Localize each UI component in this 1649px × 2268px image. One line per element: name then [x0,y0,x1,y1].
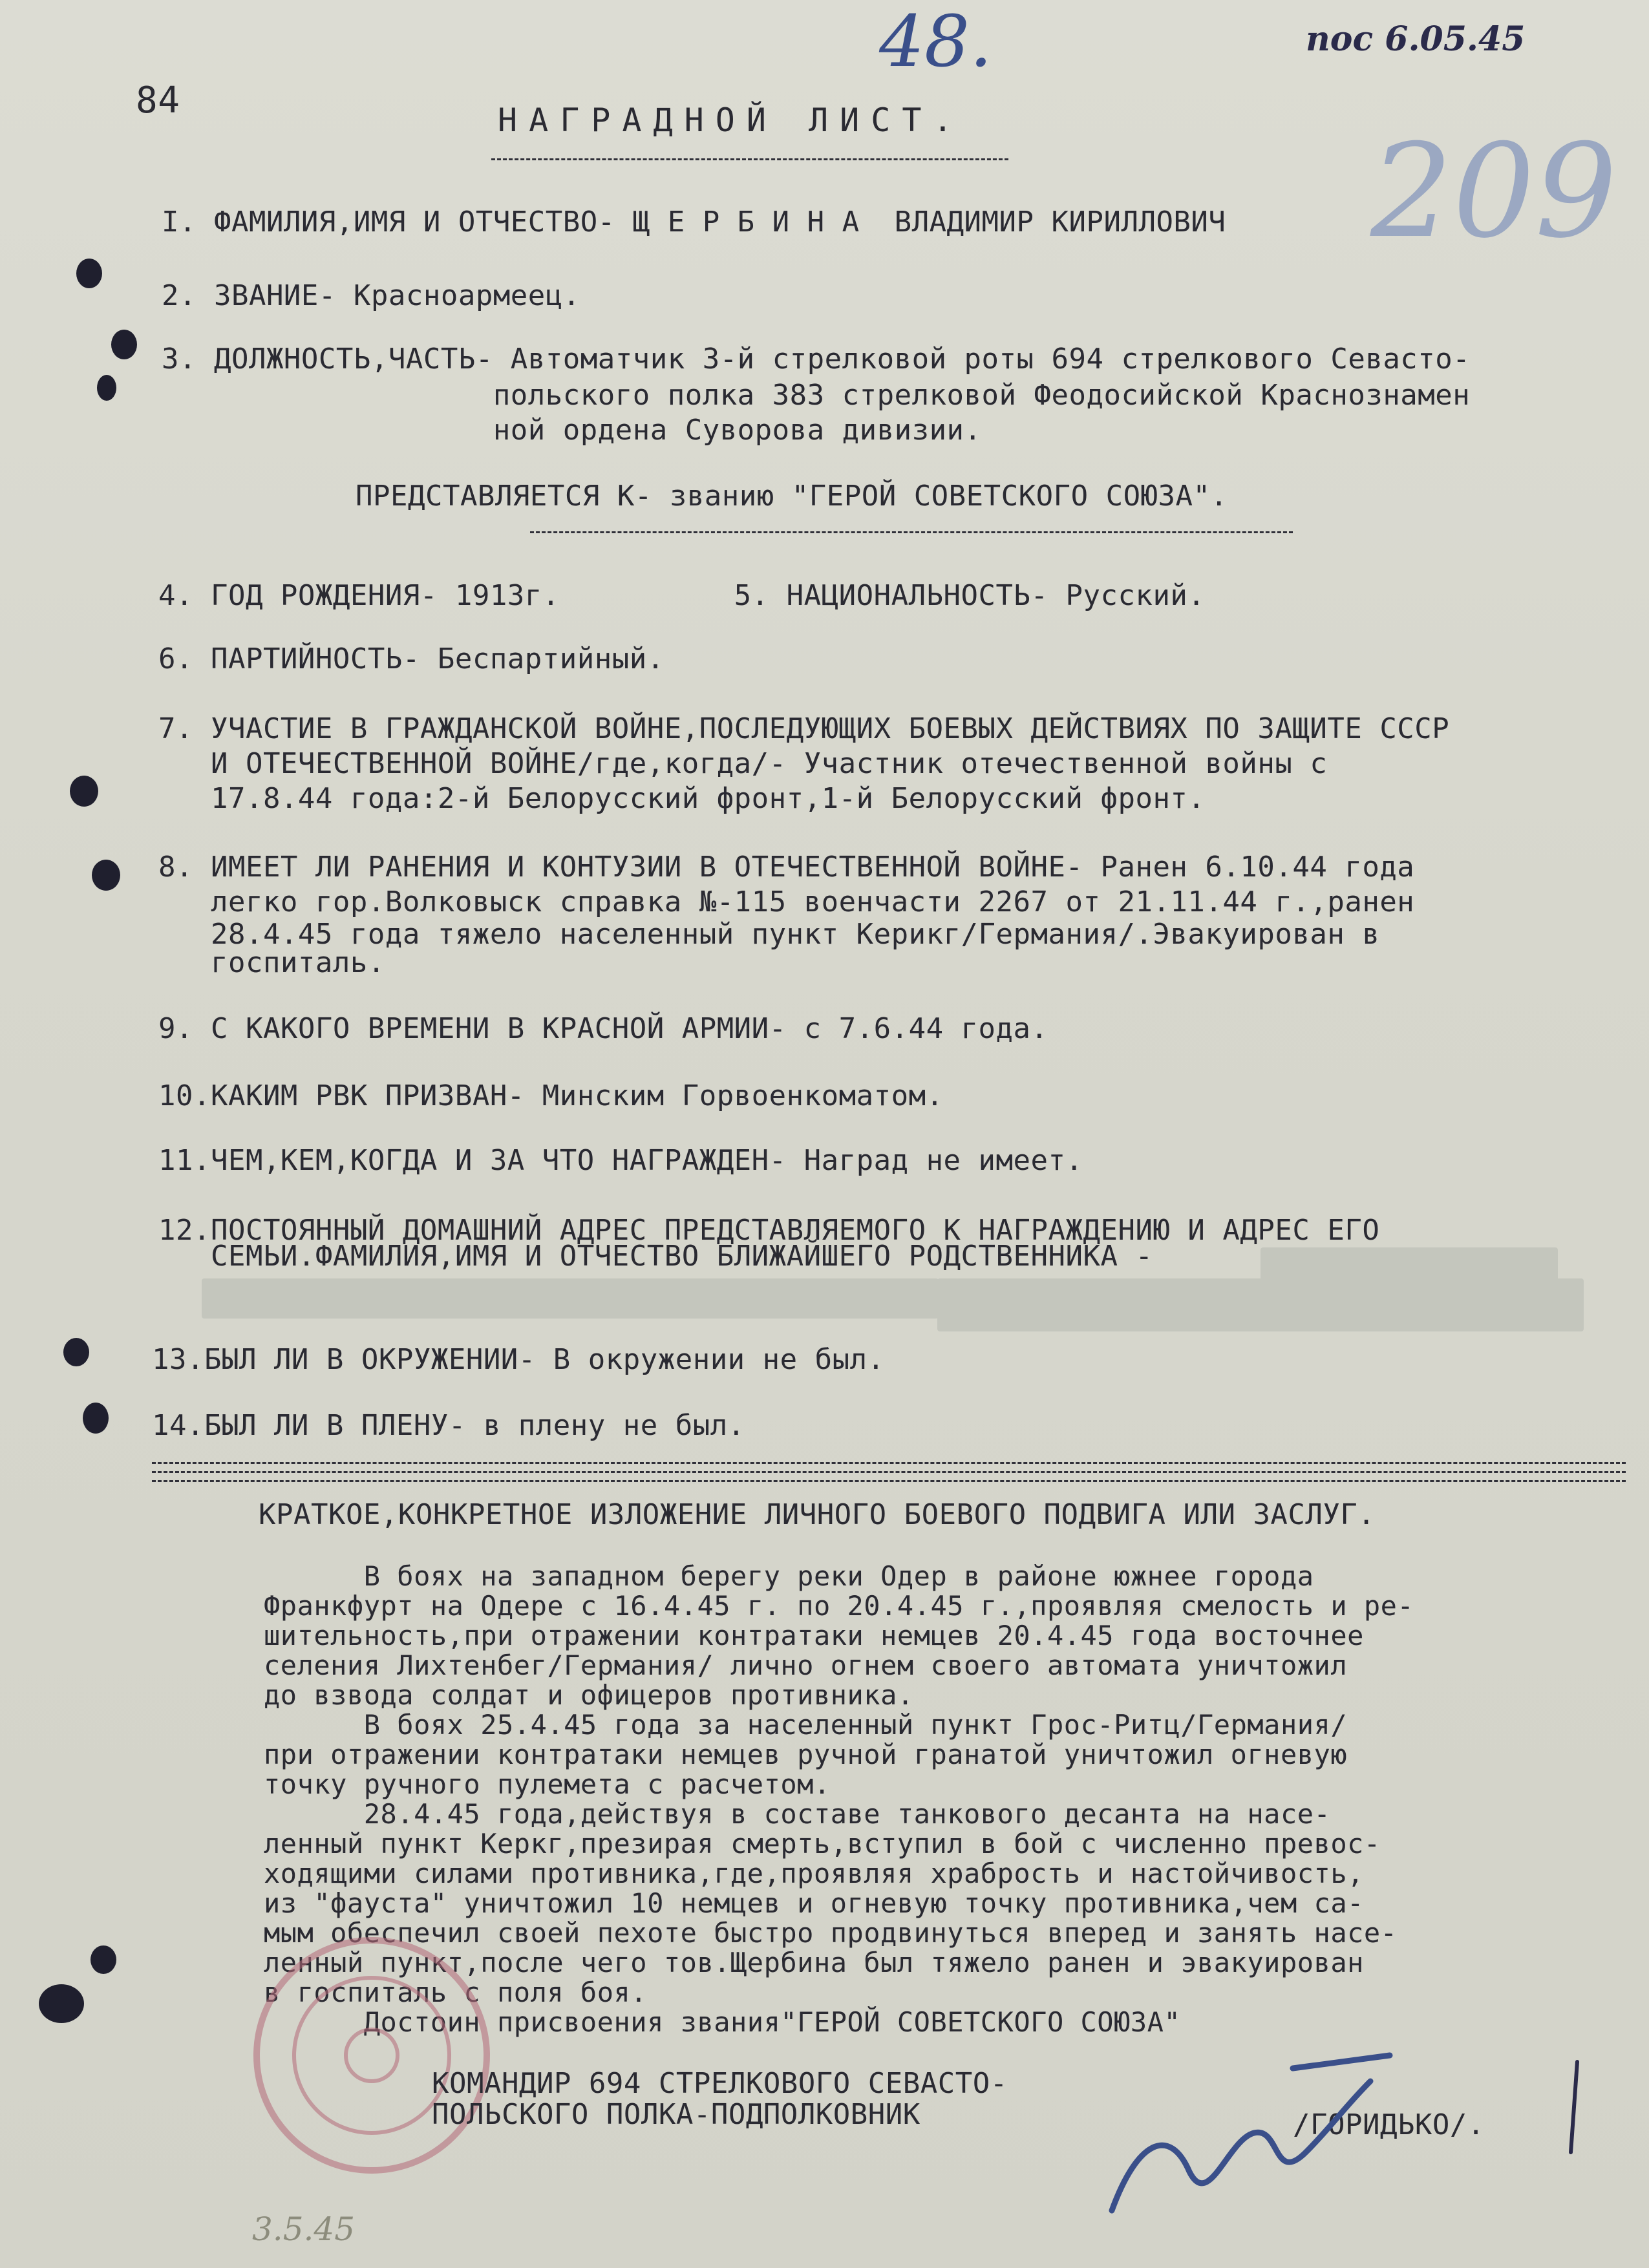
field-line: 3. ДОЛЖНОСТЬ,ЧАСТЬ- Автоматчик 3-й стрелковой роты 694 стрелкового Севасто- [162,343,1471,376]
punch-hole [90,1945,116,1974]
date-bottom: 3.5.45 [252,2210,356,2248]
punch-hole [83,1403,109,1434]
summary-line: в госпиталь с поля боя. [264,1977,648,2008]
summary-line: В боях 25.4.45 года за населенный пункт Грос-Ритц/Германия/ [264,1709,1348,1741]
field-line: 11.ЧЕМ,КЕМ,КОГДА И ЗА ЧТО НАГРАЖДЕН- Наград не имеет. [158,1144,1083,1177]
signature-line: КОМАНДИР 694 СТРЕЛКОВОГО СЕВАСТО- [432,2067,1008,2100]
field-line: 17.8.44 года:2-й Белорусский фронт,1-й Белорусский фронт. [158,782,1206,815]
field-line: СЕМЬИ.ФАМИЛИЯ,ИМЯ И ОТЧЕСТВО БЛИЖАЙШЕГО РОДСТВЕННИКА - [158,1240,1153,1273]
summary-line: точку ручного пулемета с расчетом. [264,1768,831,1800]
field-line: 9. С КАКОГО ВРЕМЕНИ В КРАСНОЙ АРМИИ- с 7.6.44 года. [158,1012,1048,1045]
summary-line: ходящими силами противника,где,проявляя храбрость и настойчивость, [264,1858,1364,1889]
redacted-address [202,1278,939,1319]
section-divider [152,1462,1626,1464]
section-divider [152,1480,1626,1482]
field-line: польского полка 383 стрелковой Феодосийской Краснознамен [162,379,1471,412]
punch-hole [76,259,102,288]
field-line: 12.ПОСТОЯННЫЙ ДОМАШНИЙ АДРЕС ПРЕДСТАВЛЯЕМОГО К НАГРАЖДЕНИЮ И АДРЕС ЕГО [158,1214,1380,1247]
summary-line: В боях на западном берегу реки Одер в районе южнее города [264,1560,1314,1592]
field-line: 7. УЧАСТИЕ В ГРАЖДАНСКОЙ ВОЙНЕ,ПОСЛЕДУЮЩИХ БОЕВЫХ ДЕЙСТВИЯХ ПО ЗАЩИТЕ СССР [158,712,1450,745]
summary-line: шительность,при отражении контратаки немцев 20.4.45 года восточнее [264,1620,1364,1651]
title-underline [491,158,1008,160]
field-line: легко гор.Волковыск справка №-115 военчасти 2267 от 21.11.44 г.,ранен [158,885,1415,918]
summary-line: Достоин присвоения звания"ГЕРОЙ СОВЕТСКОГО СОЮЗА" [264,2006,1181,2038]
summary-line: при отражении контратаки немцев ручной гранатой уничтожил огневую [264,1739,1348,1770]
page-title: НАГРАДНОЙ ЛИСТ. [498,101,964,139]
pen-mark [1558,2055,1597,2159]
corner-number: 84 [136,79,180,122]
summary-line: ленный пункт Керкг,презирая смерть,вступил в бой с численно превос- [264,1828,1381,1860]
field-line: 10.КАКИМ РВК ПРИЗВАН- Минским Горвоенкоматом. [158,1079,944,1112]
field-line: 13.БЫЛ ЛИ В ОКРУЖЕНИИ- В окружении не был. [152,1343,885,1376]
summary-line: из "фауста" уничтожил 10 немцев и огневую точку противника,чем са- [264,1887,1364,1919]
section-divider [152,1471,1626,1473]
summary-line: ленный пункт,после чего тов.Щербина был тяжело ранен и эвакуирован [264,1947,1364,1978]
summary-line: до взвода солдат и офицеров противника. [264,1679,914,1711]
field-line: ной ордена Суворова дивизии. [162,414,982,447]
punch-hole [70,776,98,807]
punch-hole [92,860,120,891]
summary-line: мым обеспечил своей пехоте быстро продвинуться вперед и занять насе- [264,1917,1398,1949]
field-line: И ОТЕЧЕСТВЕННОЙ ВОЙНЕ/где,когда/- Участник отечественной войны с [158,747,1328,780]
field-line: 28.4.45 года тяжело населенный пункт Керикг/Германия/.Эвакуирован в [158,918,1380,951]
field-line: госпиталь. [158,946,385,979]
unit-stamp [249,1933,495,2178]
summary-line: селения Лихтенбег/Германия/ лично огнем своего автомата уничтожил [264,1649,1348,1681]
punch-hole [111,330,137,359]
field-line: 14.БЫЛ ЛИ В ПЛЕНУ- в плену не был. [152,1409,745,1442]
field-line: 8. ИМЕЕТ ЛИ РАНЕНИЯ И КОНТУЗИИ В ОТЕЧЕСТВЕННОЙ ВОЙНЕ- Ранен 6.10.44 года [158,851,1415,884]
field-line: 2. ЗВАНИЕ- Красноармеец. [162,279,580,312]
date-top: пос 6.05.45 [1306,19,1526,59]
page-number: 48. [879,0,992,83]
summary-line: Франкфурт на Одере с 16.4.45 г. по 20.4.45 г.,проявляя смелость и ре- [264,1590,1414,1622]
field-line: I. ФАМИЛИЯ,ИМЯ И ОТЧЕСТВО- Щ Е Р Б И Н А ВЛАДИМИР КИРИЛЛОВИЧ [162,206,1226,238]
presented-underline [530,531,1293,533]
punch-hole [39,1984,84,2023]
signature-line: ПОЛЬСКОГО ПОЛКА-ПОДПОЛКОВНИК [432,2098,920,2131]
blue-number: 209 [1370,116,1617,267]
handwritten-signature [1099,2042,1435,2236]
punch-hole [63,1338,89,1366]
punch-hole [97,375,116,401]
field-line: 6. ПАРТИЙНОСТЬ- Беспартийный. [158,642,665,675]
signer-name: /ГОРИДЬКО/. [1293,2108,1485,2141]
summary-heading: КРАТКОЕ,КОНКРЕТНОЕ ИЗЛОЖЕНИЕ ЛИЧНОГО БОЕВОГО ПОДВИГА ИЛИ ЗАСЛУГ. [259,1498,1376,1531]
presented-line: ПРЕДСТАВЛЯЕТСЯ К- званию "ГЕРОЙ СОВЕТСКОГО СОЮЗА". [356,480,1228,513]
summary-line: 28.4.45 года,действуя в составе танкового десанта на насе- [264,1798,1331,1830]
redacted-address [937,1278,1584,1331]
field-line: 4. ГОД РОЖДЕНИЯ- 1913г. 5. НАЦИОНАЛЬНОСТЬ- Русский. [158,579,1206,612]
